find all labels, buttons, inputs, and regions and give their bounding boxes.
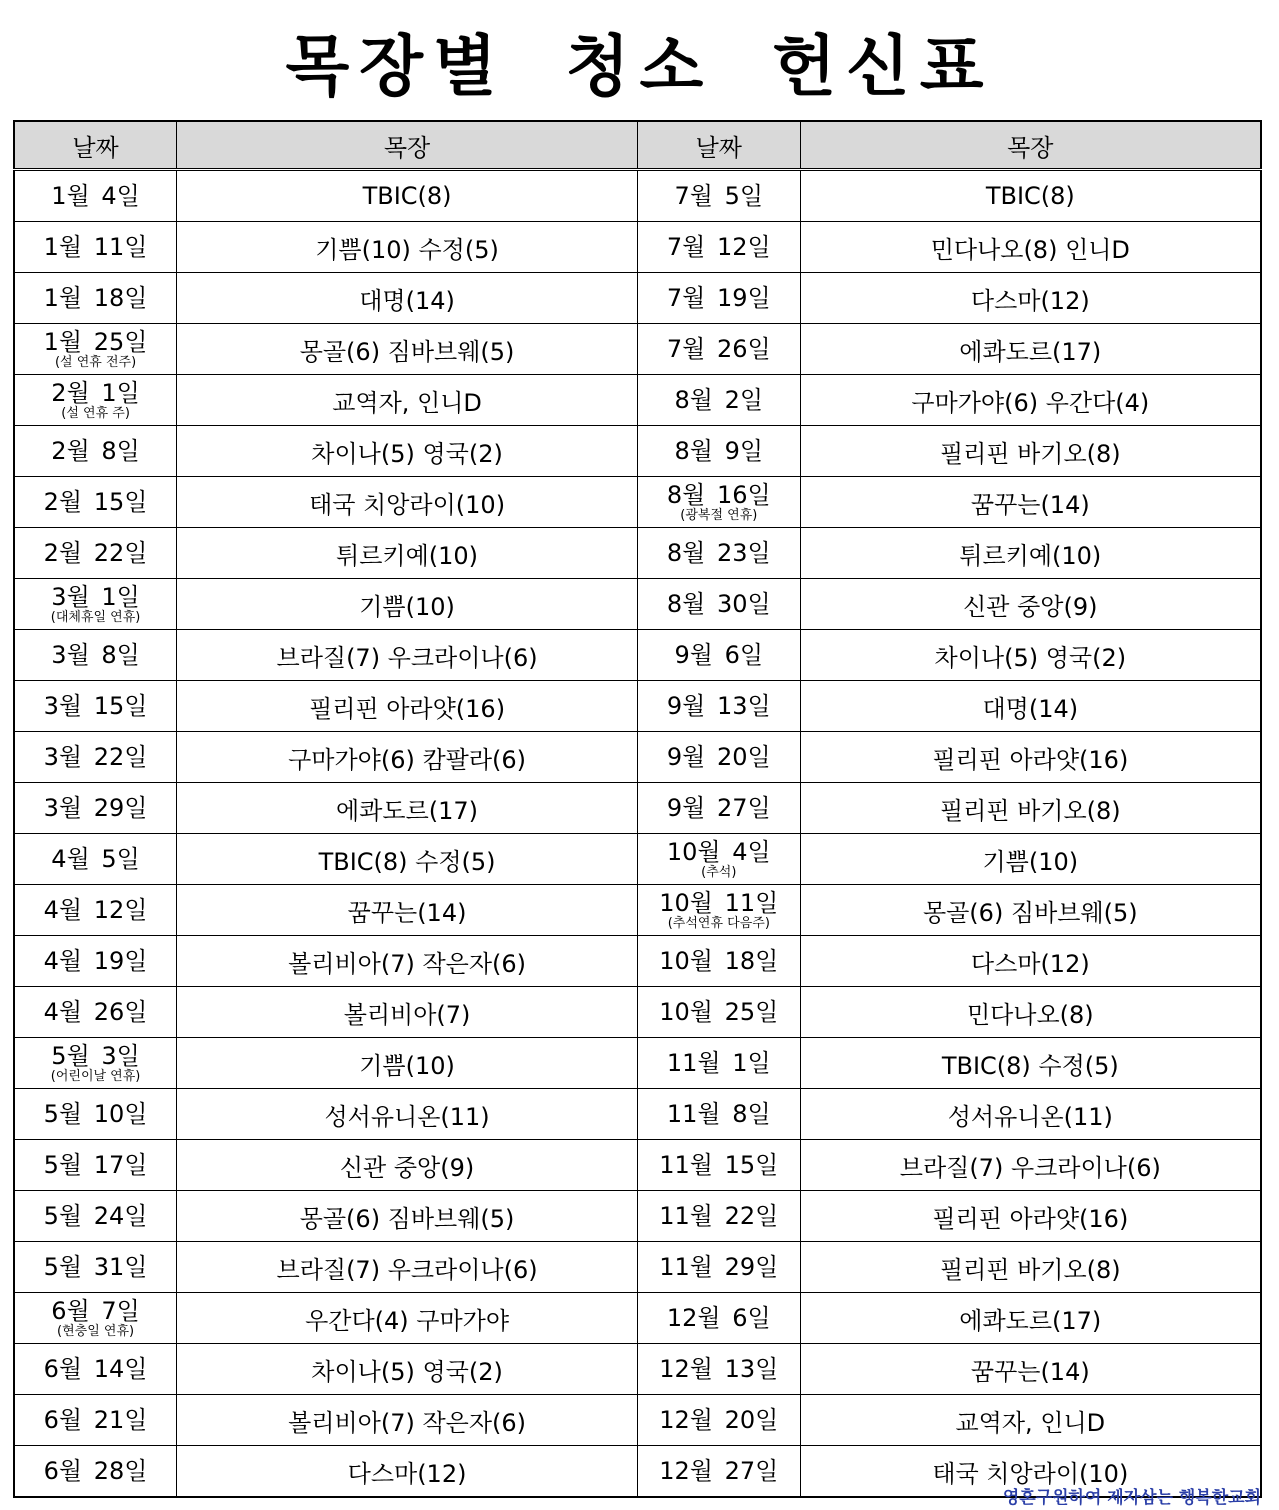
date-cell-right [637, 273, 800, 324]
table-row [14, 681, 1261, 732]
date-text: 9월 13일 [666, 692, 771, 720]
group-cell-left: 튀르키예(10) [177, 528, 638, 579]
group-cell-left: 기쁨(10) [177, 1038, 638, 1089]
date-cell-right [637, 1038, 800, 1089]
table-body [14, 170, 1261, 1498]
group-cell-left: 볼리비아(7) [177, 987, 638, 1038]
cleaning-schedule-table [13, 120, 1262, 1498]
date-text: 9월 6일 [674, 641, 764, 669]
group-cell-right: 에콰도르(17) [800, 324, 1261, 375]
date-cell-right [637, 426, 800, 477]
date-text: 8월 9일 [674, 437, 764, 465]
table-row [14, 324, 1261, 375]
date-cell-left [14, 273, 177, 324]
date-cell-left [14, 987, 177, 1038]
date-text: 9월 27일 [666, 794, 771, 822]
date-cell-left [14, 528, 177, 579]
holiday-note: (광복절 연휴) [680, 507, 758, 523]
date-text: 3월 8일 [51, 641, 140, 669]
date-cell-left [14, 1446, 177, 1498]
date-text: 2월 1일 [51, 378, 140, 407]
date-text: 5월 17일 [43, 1151, 148, 1179]
date-text: 11월 15일 [659, 1151, 779, 1179]
date-text: 2월 8일 [51, 437, 140, 465]
date-text: 2월 22일 [43, 539, 148, 567]
table-row [14, 1242, 1261, 1293]
group-cell-left: TBIC(8) [177, 170, 638, 222]
table-row [14, 885, 1261, 936]
table-row [14, 834, 1261, 885]
date-cell-left [14, 1089, 177, 1140]
table-row [14, 1038, 1261, 1089]
group-cell-right: 대명(14) [800, 681, 1261, 732]
table-row [14, 579, 1261, 630]
date-cell-left [14, 324, 177, 375]
date-text: 3월 22일 [43, 743, 148, 771]
group-cell-left: 신관 중앙(9) [177, 1140, 638, 1191]
date-cell-right [637, 1293, 800, 1344]
date-text: 3월 29일 [43, 794, 148, 822]
date-text: 1월 11일 [43, 233, 148, 261]
table-row [14, 375, 1261, 426]
group-cell-right: TBIC(8) 수정(5) [800, 1038, 1261, 1089]
group-cell-right: 신관 중앙(9) [800, 579, 1261, 630]
group-cell-left: 에콰도르(17) [177, 783, 638, 834]
group-cell-left: 볼리비아(7) 작은자(6) [177, 936, 638, 987]
date-text: 4월 19일 [43, 947, 148, 975]
date-cell-right [637, 1242, 800, 1293]
group-cell-right: 필리핀 바기오(8) [800, 1242, 1261, 1293]
group-cell-left: TBIC(8) 수정(5) [177, 834, 638, 885]
group-cell-right: 필리핀 바기오(8) [800, 783, 1261, 834]
date-text: 11월 1일 [666, 1049, 771, 1077]
header-group-left: 목장 [177, 121, 638, 170]
group-cell-right: 민다나오(8) 인니D [800, 222, 1261, 273]
group-cell-left: 태국 치앙라이(10) [177, 477, 638, 528]
group-cell-right: 필리핀 바기오(8) [800, 426, 1261, 477]
date-text: 11월 29일 [659, 1253, 779, 1281]
group-cell-right: 기쁨(10) [800, 834, 1261, 885]
table-row [14, 528, 1261, 579]
group-cell-right: 에콰도르(17) [800, 1293, 1261, 1344]
date-text: 1월 4일 [51, 182, 140, 210]
holiday-note: (설 연휴 전주) [54, 354, 137, 370]
date-cell-right [637, 1344, 800, 1395]
date-cell-right [637, 681, 800, 732]
group-cell-left: 성서유니온(11) [177, 1089, 638, 1140]
group-cell-right: 브라질(7) 우크라이나(6) [800, 1140, 1261, 1191]
table-row [14, 783, 1261, 834]
date-cell-right [637, 834, 800, 885]
group-cell-right: TBIC(8) [800, 170, 1261, 222]
date-text: 2월 15일 [43, 488, 148, 516]
holiday-note: (추석) [701, 864, 737, 880]
date-cell-left [14, 1038, 177, 1089]
table-row [14, 426, 1261, 477]
holiday-note: (현충일 연휴) [57, 1323, 135, 1339]
table-row [14, 1191, 1261, 1242]
date-cell-right [637, 1140, 800, 1191]
group-cell-left: 필리핀 아라얏(16) [177, 681, 638, 732]
group-cell-right: 민다나오(8) [800, 987, 1261, 1038]
date-text: 10월 25일 [659, 998, 779, 1026]
date-cell-left [14, 1191, 177, 1242]
date-text: 6월 7일 [51, 1296, 140, 1325]
group-cell-right: 차이나(5) 영국(2) [800, 630, 1261, 681]
holiday-note: (추석연휴 다음주) [667, 915, 770, 931]
date-cell-left [14, 1293, 177, 1344]
date-cell-right [637, 1089, 800, 1140]
group-cell-left: 꿈꾸는(14) [177, 885, 638, 936]
date-cell-left [14, 681, 177, 732]
group-cell-right: 다스마(12) [800, 936, 1261, 987]
table-row [14, 936, 1261, 987]
date-cell-left [14, 885, 177, 936]
date-cell-right [637, 528, 800, 579]
group-cell-right: 꿈꾸는(14) [800, 1344, 1261, 1395]
group-cell-left: 대명(14) [177, 273, 638, 324]
table-header-row [14, 121, 1261, 170]
date-cell-left [14, 732, 177, 783]
date-cell-right [637, 1446, 800, 1498]
group-cell-right: 태국 치앙라이(10) [800, 1446, 1261, 1498]
date-text: 12월 13일 [659, 1355, 779, 1383]
date-text: 8월 30일 [666, 590, 771, 618]
date-cell-right [637, 732, 800, 783]
date-cell-left [14, 834, 177, 885]
holiday-note: (어린이날 연휴) [50, 1068, 141, 1084]
group-cell-left: 기쁨(10) 수정(5) [177, 222, 638, 273]
date-text: 1월 25일 [43, 327, 148, 356]
date-cell-left [14, 426, 177, 477]
table-row [14, 477, 1261, 528]
date-text: 6월 14일 [43, 1355, 148, 1383]
date-cell-right [637, 170, 800, 222]
table-row [14, 1089, 1261, 1140]
table-row [14, 1344, 1261, 1395]
table-row [14, 1140, 1261, 1191]
date-cell-left [14, 1140, 177, 1191]
header-date-right: 날짜 [637, 121, 800, 170]
header-group-right: 목장 [800, 121, 1261, 170]
date-text: 9월 20일 [666, 743, 771, 771]
group-cell-left: 차이나(5) 영국(2) [177, 426, 638, 477]
holiday-note: (설 연휴 주) [61, 405, 130, 421]
date-text: 12월 27일 [659, 1457, 779, 1485]
group-cell-right: 튀르키예(10) [800, 528, 1261, 579]
group-cell-left: 구마가야(6) 캄팔라(6) [177, 732, 638, 783]
date-cell-left [14, 579, 177, 630]
date-text: 7월 12일 [666, 233, 771, 261]
group-cell-left: 브라질(7) 우크라이나(6) [177, 1242, 638, 1293]
holiday-note: (대체휴일 연휴) [50, 609, 141, 625]
date-text: 6월 28일 [43, 1457, 148, 1485]
date-text: 10월 11일 [659, 888, 779, 917]
date-text: 5월 24일 [43, 1202, 148, 1230]
date-cell-right [637, 987, 800, 1038]
date-cell-left [14, 477, 177, 528]
date-cell-right [637, 1395, 800, 1446]
date-text: 3월 15일 [43, 692, 148, 720]
group-cell-right: 꿈꾸는(14) [800, 477, 1261, 528]
group-cell-left: 브라질(7) 우크라이나(6) [177, 630, 638, 681]
date-text: 12월 6일 [666, 1304, 771, 1332]
group-cell-left: 다스마(12) [177, 1446, 638, 1498]
date-cell-right [637, 783, 800, 834]
date-cell-left [14, 630, 177, 681]
date-text: 5월 3일 [51, 1041, 140, 1070]
header-date-left: 날짜 [14, 121, 177, 170]
date-text: 1월 18일 [43, 284, 148, 312]
date-text: 7월 5일 [674, 182, 764, 210]
date-text: 8월 2일 [674, 386, 764, 414]
table-row [14, 222, 1261, 273]
date-text: 3월 1일 [51, 582, 140, 611]
group-cell-left: 몽골(6) 짐바브웨(5) [177, 1191, 638, 1242]
date-text: 8월 23일 [666, 539, 771, 567]
date-cell-left [14, 783, 177, 834]
table-row [14, 630, 1261, 681]
date-cell-left [14, 170, 177, 222]
group-cell-left: 교역자, 인니D [177, 375, 638, 426]
date-text: 7월 19일 [666, 284, 771, 312]
date-text: 4월 26일 [43, 998, 148, 1026]
date-text: 6월 21일 [43, 1406, 148, 1434]
date-cell-right [637, 375, 800, 426]
table-row [14, 1293, 1261, 1344]
group-cell-right: 구마가야(6) 우간다(4) [800, 375, 1261, 426]
table-row [14, 170, 1261, 222]
group-cell-left: 우간다(4) 구마가야 [177, 1293, 638, 1344]
date-cell-left [14, 1242, 177, 1293]
date-cell-right [637, 885, 800, 936]
date-text: 11월 8일 [666, 1100, 771, 1128]
date-cell-left [14, 222, 177, 273]
table-row [14, 732, 1261, 783]
date-cell-right [637, 936, 800, 987]
group-cell-left: 몽골(6) 짐바브웨(5) [177, 324, 638, 375]
group-cell-right: 필리핀 아라얏(16) [800, 1191, 1261, 1242]
table-row [14, 987, 1261, 1038]
date-text: 10월 18일 [659, 947, 779, 975]
date-cell-right [637, 630, 800, 681]
date-cell-right [637, 579, 800, 630]
date-text: 4월 5일 [51, 845, 140, 873]
date-text: 12월 20일 [659, 1406, 779, 1434]
date-cell-left [14, 1344, 177, 1395]
date-text: 11월 22일 [659, 1202, 779, 1230]
date-text: 5월 31일 [43, 1253, 148, 1281]
table-row [14, 1395, 1261, 1446]
group-cell-right: 몽골(6) 짐바브웨(5) [800, 885, 1261, 936]
date-text: 4월 12일 [43, 896, 148, 924]
date-cell-left [14, 936, 177, 987]
date-cell-right [637, 1191, 800, 1242]
date-text: 5월 10일 [43, 1100, 148, 1128]
group-cell-right: 교역자, 인니D [800, 1395, 1261, 1446]
date-cell-left [14, 1395, 177, 1446]
date-cell-right [637, 324, 800, 375]
date-text: 10월 4일 [666, 837, 771, 866]
group-cell-left: 차이나(5) 영국(2) [177, 1344, 638, 1395]
table-row [14, 273, 1261, 324]
group-cell-left: 기쁨(10) [177, 579, 638, 630]
group-cell-right: 필리핀 아라얏(16) [800, 732, 1261, 783]
page-title: 목장별 청소 헌신표 [285, 28, 994, 105]
group-cell-right: 성서유니온(11) [800, 1089, 1261, 1140]
date-cell-left [14, 375, 177, 426]
date-cell-right [637, 477, 800, 528]
date-text: 7월 26일 [666, 335, 771, 363]
date-text: 8월 16일 [666, 480, 771, 509]
group-cell-left: 볼리비아(7) 작은자(6) [177, 1395, 638, 1446]
group-cell-right: 다스마(12) [800, 273, 1261, 324]
date-cell-right [637, 222, 800, 273]
church-slogan: 영혼구원하여 제자삼는 행복한교회 [1002, 1488, 1261, 1508]
